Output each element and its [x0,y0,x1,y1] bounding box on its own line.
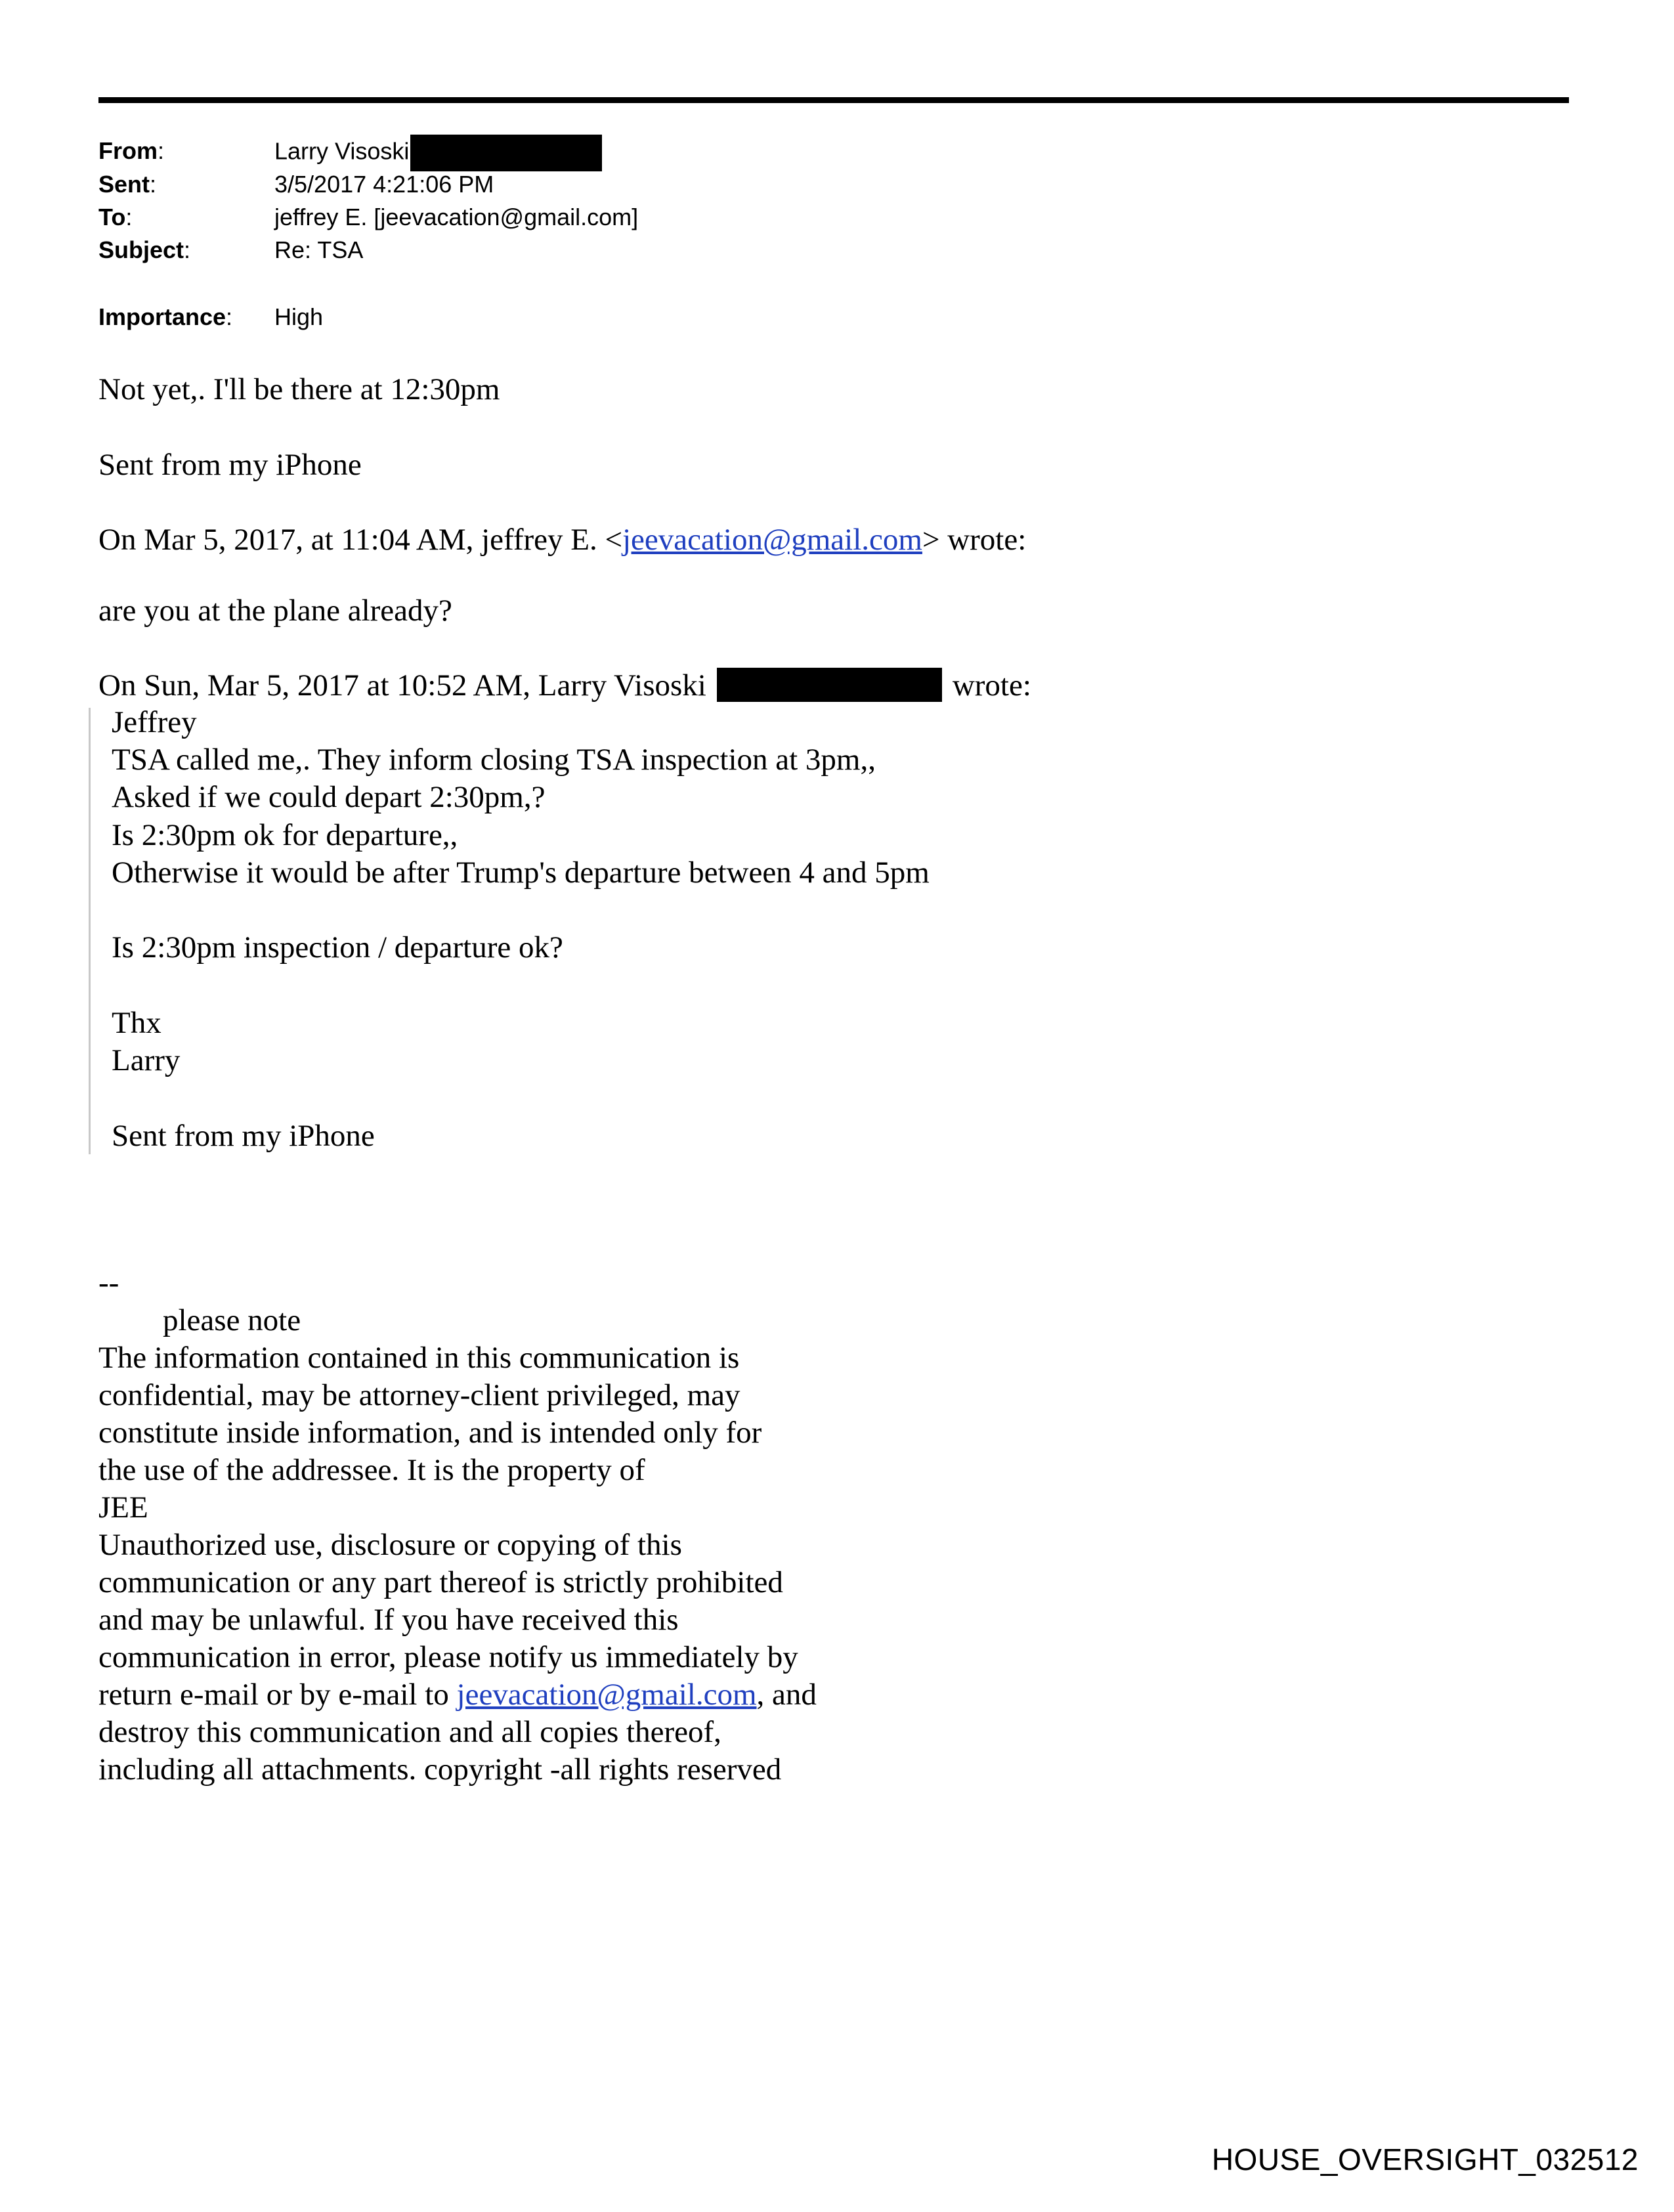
importance-label: Importance [98,303,226,330]
disclaimer-line: destroy this communication and all copies thereof, [98,1715,721,1749]
disclaimer-line: The information contained in this communication is [98,1341,740,1375]
disclaimer-line: constitute inside information, and is intended only for [98,1416,762,1450]
from-value: Larry Visoski [274,137,410,165]
email-link[interactable]: jeevacation@gmail.com [456,1678,757,1712]
reply-line: Not yet,. I'll be there at 12:30pm [98,372,500,406]
disclaimer-line: communication in error, please notify us immediately by [98,1640,798,1674]
disclaimer-return-line: return e-mail or by e-mail to jeevacation@gmail.com, and [98,1678,817,1712]
to-value: jeffrey E. [jeevacation@gmail.com] [274,204,639,230]
disclaimer-line: the use of the addressee. It is the property of [98,1453,645,1487]
redaction-box [717,668,942,702]
disclaimer-line: communication or any part thereof is strictly prohibited [98,1565,783,1599]
quoted-line: Otherwise it would be after Trump's departure between 4 and 5pm [112,856,930,890]
quoted-line: Asked if we could depart 2:30pm,? [112,780,546,814]
subject-value: Re: TSA [274,236,364,263]
redaction-box [410,135,602,171]
quoted-line: Sent from my iPhone [112,1119,375,1153]
quote-bar [89,708,91,1154]
signature-dashes: -- [98,1266,119,1300]
from-label: From [98,137,158,164]
signature-line: Sent from my iPhone [98,448,362,482]
to-label: To [98,204,126,230]
question-line: are you at the plane already? [98,594,452,628]
quoted-line: Is 2:30pm ok for departure,, [112,818,458,852]
quoted-line: Thx [112,1006,161,1040]
importance-value: High [274,303,324,330]
sent-value: 3/5/2017 4:21:06 PM [274,171,494,198]
quote-attribution-2: On Sun, Mar 5, 2017 at 10:52 AM, Larry Visoski wrote: [98,668,1031,703]
disclaimer-line: and may be unlawful. If you have received this [98,1603,679,1637]
quote-attribution-1: On Mar 5, 2017, at 11:04 AM, jeffrey E. <jeevacation@gmail.com> wrote: [98,523,1027,557]
quoted-line: Larry [112,1043,181,1077]
disclaimer-line: Unauthorized use, disclosure or copying of this [98,1528,682,1562]
header-rule [98,97,1569,103]
document-page: From: Larry Visoski Sent: 3/5/2017 4:21:06 PM To: jeffrey E. [jeevacation@gmail.com] Subject: Re: TSA Importance: High Not yet,. I'll be there at 12:30pm Sent from my iPhone On Mar 5, 2017, at 11:04 AM, jeffrey E. <jeevacation@gmail.com> wrote: are you at the plane already? On Sun, Mar 5, 2017 at 10:52 AM, Larry Visoski wrote: Jeffrey TSA called me,. They inform closing TSA inspection at 3pm,, Asked if we could depart 2:30pm,? Is 2:30pm ok for departure,, Otherwise it would be after Trump's departure between 4 and 5pm Is 2:30pm inspection / departure ok? Thx Larry Sent from my iPhone -- please note The information contained in this communication is confidential, may be attorney-client privileged, may constitute inside information, and is intended only for the use of the addressee. It is the property of JEE Unauthorized use, disclosure or copying of this communication or any part thereof is strictly prohibited and may be unlawful. If you have received this communication in error, please notify us immediately by return e-mail or by e-mail to jeevacation@gmail.com, and destroy this communication and all copies thereof, including all attachments. copyright -all rights reserved HOUSE_OVERSIGHT_032512 [0,0,1674,2212]
sent-label: Sent [98,171,150,198]
disclaimer-line: including all attachments. copyright -all rights reserved [98,1752,782,1787]
email-link[interactable]: jeevacation@gmail.com [622,523,922,557]
subject-label: Subject [98,236,184,263]
document-id: HOUSE_OVERSIGHT_032512 [1211,2142,1639,2177]
disclaimer-line: JEE [98,1490,148,1525]
quoted-line: Is 2:30pm inspection / departure ok? [112,930,563,965]
quoted-line: TSA called me,. They inform closing TSA inspection at 3pm,, [112,743,876,777]
disclaimer-note: please note [163,1303,301,1337]
disclaimer-line: confidential, may be attorney-client privileged, may [98,1378,740,1412]
quoted-line: Jeffrey [112,705,197,739]
